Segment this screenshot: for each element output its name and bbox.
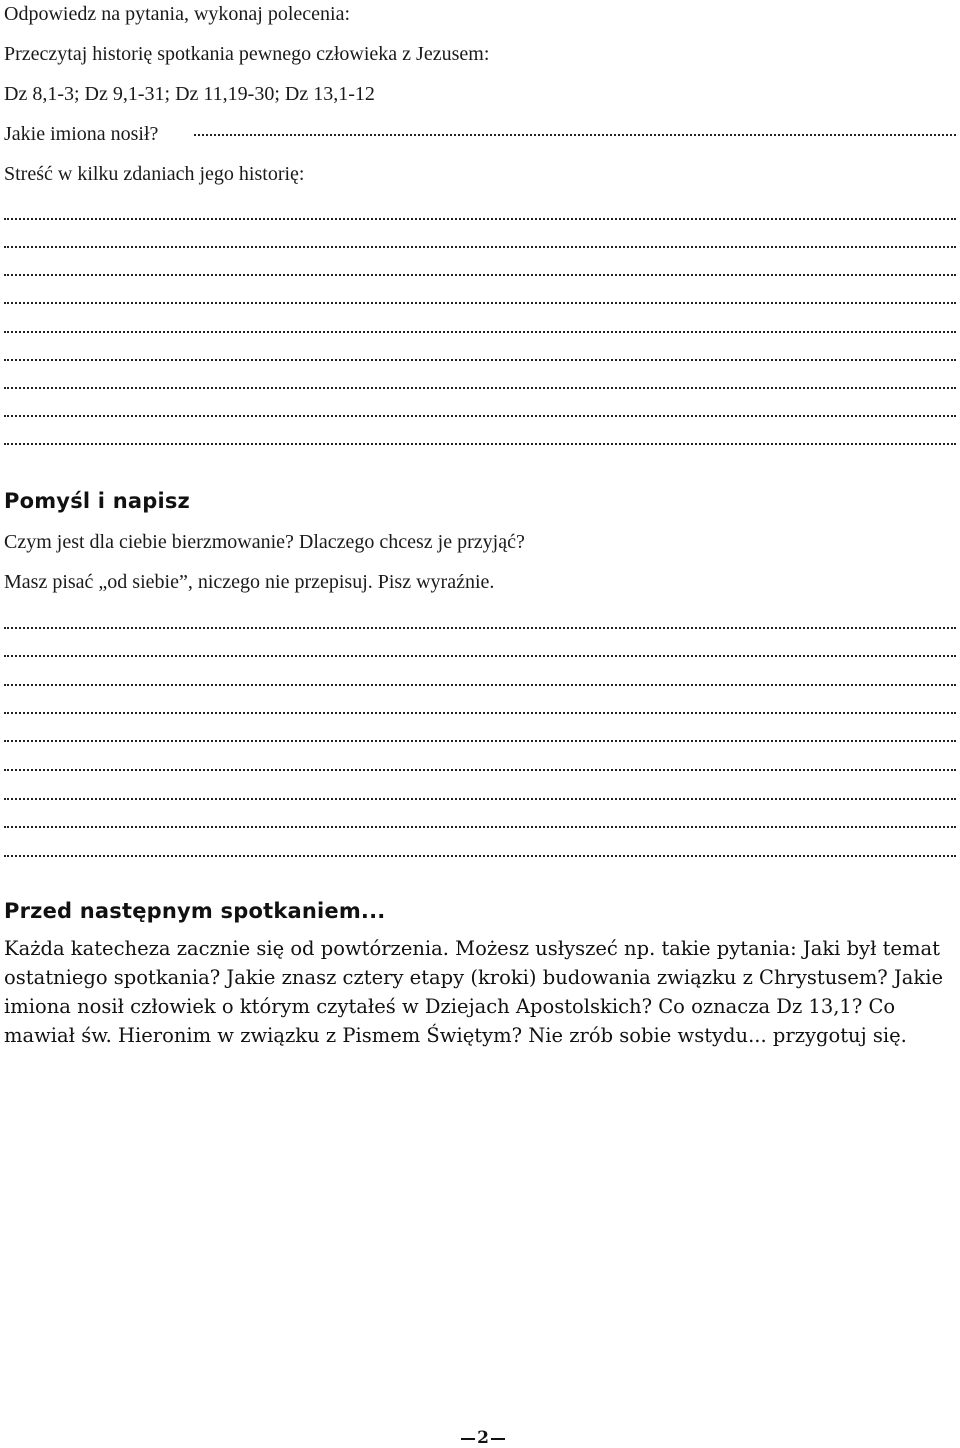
think-instruction: Masz pisać „od siebie”, niczego nie przepisuj. Pisz wyraźnie. xyxy=(4,571,495,593)
answer-line[interactable] xyxy=(4,246,956,248)
answer-line[interactable] xyxy=(4,740,956,742)
answer-line[interactable] xyxy=(4,855,956,857)
page-number xyxy=(458,1428,508,1448)
summary-prompt: Streść w kilku zdaniach jego historię: xyxy=(4,163,305,185)
answer-line[interactable] xyxy=(4,274,956,276)
answer-line[interactable] xyxy=(4,331,956,333)
answer-line[interactable] xyxy=(4,655,956,657)
answer-line[interactable] xyxy=(4,302,956,304)
dash-right xyxy=(491,1438,505,1440)
page-number-text: 2 xyxy=(477,1428,489,1448)
answer-line[interactable] xyxy=(4,387,956,389)
answer-line[interactable] xyxy=(4,359,956,361)
answer-line[interactable] xyxy=(4,826,956,828)
answer-line[interactable] xyxy=(4,712,956,714)
answer-line[interactable] xyxy=(4,684,956,686)
answer-line[interactable] xyxy=(4,415,956,417)
dash-left xyxy=(461,1438,475,1440)
names-answer-line[interactable] xyxy=(194,134,956,136)
answer-line[interactable] xyxy=(4,218,956,220)
reading-instruction: Przeczytaj historię spotkania pewnego człowieka z Jezusem: xyxy=(4,43,490,65)
section-heading-next-meeting: Przed następnym spotkaniem... xyxy=(4,899,386,923)
answer-line[interactable] xyxy=(4,443,956,445)
names-question: Jakie imiona nosił? xyxy=(4,123,159,145)
instructions-line: Odpowiedz na pytania, wykonaj polecenia: xyxy=(4,3,350,25)
scripture-references: Dz 8,1-3; Dz 9,1-31; Dz 11,19-30; Dz 13,1-12 xyxy=(4,83,375,105)
section-heading-think: Pomyśl i napisz xyxy=(4,489,190,513)
think-question: Czym jest dla ciebie bierzmowanie? Dlaczego chcesz je przyjąć? xyxy=(4,531,525,553)
answer-line[interactable] xyxy=(4,627,956,629)
answer-line[interactable] xyxy=(4,769,956,771)
next-meeting-paragraph: Każda katecheza zacznie się od powtórzenia. Możesz usłyszeć np. takie pytania: Jaki był temat ostatniego spotkania? Jakie znasz cztery etapy (kroki) budowania związku z Chrystusem? Jakie imiona nosił człowiek o którym czytałeś w Dziejach Apostolskich? Co oznacza Dz 13,1? Co mawiał św. Hieronim w związku z Pismem Świętym? Nie zrób sobie wstydu... przygotuj się. xyxy=(4,937,943,1047)
answer-line[interactable] xyxy=(4,798,956,800)
